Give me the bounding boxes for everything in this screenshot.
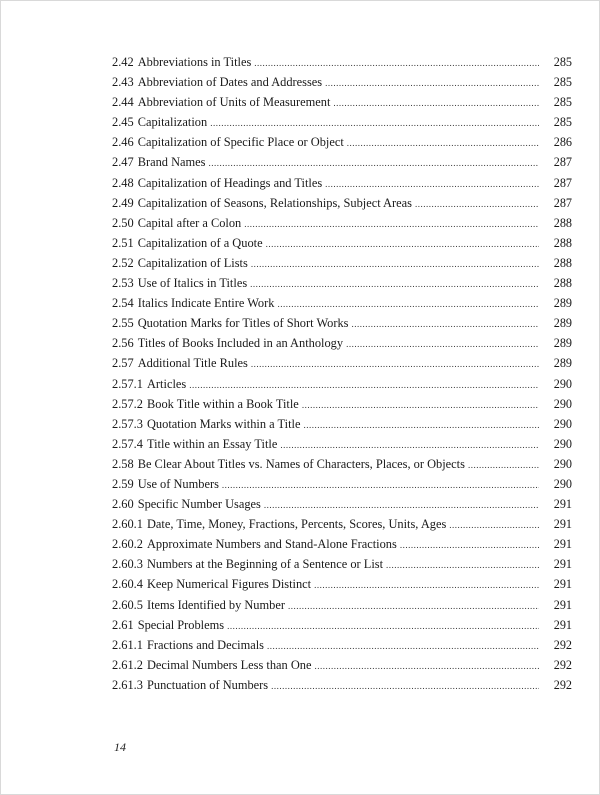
toc-entry bbox=[112, 253, 572, 273]
toc-entry-title bbox=[112, 474, 219, 494]
toc-page-number: 287 bbox=[553, 175, 572, 190]
toc-dot-leader bbox=[314, 575, 539, 595]
toc-page-number: 289 bbox=[553, 356, 572, 371]
toc-section-title: Date, Time, Money, Fractions, Percents, Scores, Units, Ages bbox=[146, 517, 447, 532]
toc-entry-title bbox=[112, 574, 311, 594]
toc-dot-leader bbox=[325, 174, 539, 194]
toc-section-number: 2.60 bbox=[112, 497, 134, 512]
toc-section-title: Fractions and Decimals bbox=[146, 637, 264, 652]
toc-section-number: 2.47 bbox=[112, 155, 134, 170]
toc-section-number: 2.56 bbox=[112, 336, 134, 351]
toc-section-number: 2.54 bbox=[112, 296, 134, 311]
toc-dot-leader bbox=[210, 113, 539, 133]
toc-page-number: 286 bbox=[553, 135, 572, 150]
toc-section-title: Use of Numbers bbox=[137, 476, 219, 491]
toc-entry bbox=[112, 595, 572, 615]
toc-dot-leader bbox=[333, 93, 539, 113]
toc-entry-title bbox=[112, 675, 268, 695]
toc-section-number: 2.50 bbox=[112, 215, 134, 230]
toc-section-title: Book Title within a Book Title bbox=[146, 396, 299, 411]
toc-section-number: 2.60.4 bbox=[112, 577, 143, 592]
toc-entry bbox=[112, 173, 572, 193]
toc-page-number: 292 bbox=[553, 657, 572, 672]
toc-section-title: Keep Numerical Figures Distinct bbox=[146, 577, 312, 592]
toc-section-title: Items Identified by Number bbox=[146, 597, 285, 612]
toc-entry-title bbox=[112, 655, 311, 675]
toc-section-number: 2.55 bbox=[112, 316, 134, 331]
toc-entry bbox=[112, 454, 572, 474]
toc-section-number: 2.51 bbox=[112, 235, 134, 250]
toc-entry-title bbox=[112, 132, 344, 152]
toc-entry bbox=[112, 494, 572, 514]
toc-section-title: Capital after a Colon bbox=[137, 215, 242, 230]
toc-entry bbox=[112, 414, 572, 434]
toc-entry bbox=[112, 193, 572, 213]
toc-section-number: 2.44 bbox=[112, 95, 134, 110]
toc-entry bbox=[112, 434, 572, 454]
toc-entry-title bbox=[112, 313, 348, 333]
toc-section-number: 2.43 bbox=[112, 75, 134, 90]
toc-dot-leader bbox=[266, 234, 539, 254]
toc-section-number: 2.60.3 bbox=[112, 557, 143, 572]
toc-entry bbox=[112, 635, 572, 655]
toc-dot-leader bbox=[449, 515, 539, 535]
toc-page-number: 289 bbox=[553, 316, 572, 331]
toc-entry-title bbox=[112, 333, 343, 353]
toc-section-number: 2.59 bbox=[112, 476, 134, 491]
toc-page-number: 292 bbox=[553, 637, 572, 652]
toc-section-number: 2.58 bbox=[112, 456, 134, 471]
toc-page-number: 291 bbox=[553, 517, 572, 532]
toc-section-title: Capitalization bbox=[137, 115, 208, 130]
toc-section-number: 2.45 bbox=[112, 115, 134, 130]
toc-section-title: Capitalization of a Quote bbox=[137, 235, 263, 250]
toc-section-number: 2.57 bbox=[112, 356, 134, 371]
toc-dot-leader bbox=[267, 636, 539, 656]
toc-page-number: 288 bbox=[553, 235, 572, 250]
toc-entry-title bbox=[112, 454, 465, 474]
toc-page-number: 290 bbox=[553, 416, 572, 431]
toc-entry-title bbox=[112, 213, 241, 233]
toc-section-title: Abbreviations in Titles bbox=[137, 55, 252, 69]
toc-dot-leader bbox=[277, 294, 539, 314]
toc-dot-leader bbox=[189, 375, 539, 395]
toc-section-title: Capitalization of Seasons, Relationships, Subject Areas bbox=[137, 195, 412, 210]
toc-section-number: 2.57.1 bbox=[112, 376, 143, 391]
toc-entry-title bbox=[112, 293, 274, 313]
toc-section-number: 2.42 bbox=[112, 55, 134, 69]
toc-section-title: Be Clear About Titles vs. Names of Characters, Places, or Objects bbox=[137, 456, 465, 471]
toc-page-number: 288 bbox=[553, 276, 572, 291]
toc-page-number: 290 bbox=[553, 476, 572, 491]
toc-dot-leader bbox=[222, 475, 539, 495]
toc-entry-title bbox=[112, 273, 247, 293]
toc-page-number: 289 bbox=[553, 336, 572, 351]
toc-section-title: Use of Italics in Titles bbox=[137, 276, 248, 291]
toc-dot-leader bbox=[280, 435, 539, 455]
toc-section-number: 2.46 bbox=[112, 135, 134, 150]
toc-section-title: Quotation Marks for Titles of Short Works bbox=[137, 316, 349, 331]
toc-page-number: 290 bbox=[553, 436, 572, 451]
toc-entry-title bbox=[112, 112, 207, 132]
toc-section-title: Capitalization of Specific Place or Object bbox=[137, 135, 344, 150]
toc-section-number: 2.57.3 bbox=[112, 416, 143, 431]
toc-entry bbox=[112, 313, 572, 333]
toc-dot-leader bbox=[314, 656, 539, 676]
toc-page-number: 287 bbox=[553, 195, 572, 210]
toc-entry-title bbox=[112, 253, 248, 273]
toc-entry-title bbox=[112, 173, 322, 193]
toc-section-number: 2.52 bbox=[112, 255, 134, 270]
page-number: 14 bbox=[114, 740, 126, 754]
toc-dot-leader bbox=[346, 334, 539, 354]
toc-dot-leader bbox=[415, 194, 539, 214]
toc-entry bbox=[112, 52, 572, 72]
toc-section-title: Approximate Numbers and Stand-Alone Fractions bbox=[146, 537, 397, 552]
toc-dot-leader bbox=[302, 395, 539, 415]
toc-section-title: Numbers at the Beginning of a Sentence or List bbox=[146, 557, 384, 572]
toc-entry bbox=[112, 333, 572, 353]
toc-page-number: 292 bbox=[553, 677, 572, 692]
toc-entry-title bbox=[112, 394, 299, 414]
toc-entry bbox=[112, 374, 572, 394]
toc-dot-leader bbox=[251, 354, 539, 374]
toc-section-title: Quotation Marks within a Title bbox=[146, 416, 301, 431]
toc-dot-leader bbox=[468, 455, 539, 475]
toc-entry-title bbox=[112, 353, 248, 373]
toc-section-title: Titles of Books Included in an Anthology bbox=[137, 336, 344, 351]
toc-dot-leader bbox=[251, 254, 539, 274]
toc-section-title: Articles bbox=[146, 376, 187, 391]
toc-section-title: Punctuation of Numbers bbox=[146, 677, 269, 692]
toc-section-title: Italics Indicate Entire Work bbox=[137, 296, 275, 311]
toc-page-number: 290 bbox=[553, 396, 572, 411]
toc-section-number: 2.60.5 bbox=[112, 597, 143, 612]
toc-entry bbox=[112, 213, 572, 233]
toc-entry-title bbox=[112, 635, 264, 655]
toc-entry-title bbox=[112, 374, 186, 394]
toc-dot-leader bbox=[304, 415, 540, 435]
toc-section-number: 2.61.1 bbox=[112, 637, 143, 652]
toc-page-number: 285 bbox=[553, 75, 572, 90]
toc-entry-title bbox=[112, 494, 261, 514]
toc-section-title: Abbreviation of Units of Measurement bbox=[137, 95, 331, 110]
toc-dot-leader bbox=[208, 153, 539, 173]
toc-entry bbox=[112, 615, 572, 635]
toc-entry bbox=[112, 132, 572, 152]
toc-entry bbox=[112, 394, 572, 414]
toc-entry bbox=[112, 72, 572, 92]
toc-dot-leader bbox=[400, 535, 539, 555]
toc-entry bbox=[112, 534, 572, 554]
toc-dot-leader bbox=[264, 495, 539, 515]
toc-dot-leader bbox=[288, 596, 539, 616]
toc-page-number: 289 bbox=[553, 296, 572, 311]
toc-dot-leader bbox=[351, 314, 539, 334]
toc-section-number: 2.49 bbox=[112, 195, 134, 210]
toc-page-number: 288 bbox=[553, 215, 572, 230]
toc-dot-leader bbox=[227, 616, 539, 636]
toc-section-title: Title within an Essay Title bbox=[146, 436, 278, 451]
toc-entry-title bbox=[112, 233, 263, 253]
toc-page-number: 291 bbox=[553, 537, 572, 552]
toc-entry-title bbox=[112, 152, 205, 172]
toc-section-number: 2.53 bbox=[112, 276, 134, 291]
toc-dot-leader bbox=[244, 214, 539, 234]
toc-section-title: Capitalization of Headings and Titles bbox=[137, 175, 323, 190]
toc-page-number: 291 bbox=[553, 497, 572, 512]
toc-page-number: 285 bbox=[553, 115, 572, 130]
toc-page-number: 285 bbox=[553, 95, 572, 110]
toc-section-number: 2.61 bbox=[112, 617, 134, 632]
toc-page-number: 291 bbox=[553, 557, 572, 572]
toc-entry bbox=[112, 574, 572, 594]
toc-entry-title bbox=[112, 414, 301, 434]
toc-section-title: Specific Number Usages bbox=[137, 497, 261, 512]
toc-entry bbox=[112, 233, 572, 253]
toc-section-number: 2.61.2 bbox=[112, 657, 143, 672]
toc-section-title: Abbreviation of Dates and Addresses bbox=[137, 75, 323, 90]
toc-entry-title bbox=[112, 534, 397, 554]
table-of-contents bbox=[112, 52, 572, 695]
toc-section-title: Capitalization of Lists bbox=[137, 255, 248, 270]
toc-entry bbox=[112, 152, 572, 172]
toc-dot-leader bbox=[250, 274, 539, 294]
toc-section-number: 2.61.3 bbox=[112, 677, 143, 692]
toc-dot-leader bbox=[254, 53, 539, 73]
toc-section-title: Special Problems bbox=[137, 617, 225, 632]
toc-page-number: 290 bbox=[553, 376, 572, 391]
toc-entry-title bbox=[112, 595, 285, 615]
toc-page-number: 291 bbox=[553, 617, 572, 632]
toc-entry-title bbox=[112, 434, 277, 454]
toc-entry-title bbox=[112, 615, 224, 635]
toc-entry-title bbox=[112, 193, 412, 213]
toc-entry-title bbox=[112, 92, 330, 112]
toc-entry bbox=[112, 655, 572, 675]
toc-section-number: 2.57.2 bbox=[112, 396, 143, 411]
toc-section-number: 2.48 bbox=[112, 175, 134, 190]
toc-page-number: 290 bbox=[553, 456, 572, 471]
toc-section-title: Decimal Numbers Less than One bbox=[146, 657, 312, 672]
toc-entry bbox=[112, 514, 572, 534]
toc-section-title: Brand Names bbox=[137, 155, 206, 170]
toc-entry bbox=[112, 675, 572, 695]
toc-entry bbox=[112, 273, 572, 293]
toc-page-number: 287 bbox=[553, 155, 572, 170]
toc-section-number: 2.60.2 bbox=[112, 537, 143, 552]
toc-section-number: 2.57.4 bbox=[112, 436, 143, 451]
toc-entry-title bbox=[112, 52, 251, 72]
toc-dot-leader bbox=[271, 676, 539, 696]
toc-entry-title bbox=[112, 554, 383, 574]
toc-entry bbox=[112, 293, 572, 313]
toc-page-number: 291 bbox=[553, 577, 572, 592]
toc-entry bbox=[112, 112, 572, 132]
toc-dot-leader bbox=[347, 133, 539, 153]
toc-entry-title bbox=[112, 72, 322, 92]
toc-section-number: 2.60.1 bbox=[112, 517, 143, 532]
toc-page-number: 285 bbox=[553, 55, 572, 69]
toc-page-number: 291 bbox=[553, 597, 572, 612]
toc-page-number: 288 bbox=[553, 255, 572, 270]
toc-entry bbox=[112, 353, 572, 373]
toc-entry bbox=[112, 554, 572, 574]
toc-dot-leader bbox=[325, 73, 539, 93]
toc-dot-leader bbox=[386, 555, 539, 575]
toc-entry-title bbox=[112, 514, 446, 534]
toc-entry bbox=[112, 474, 572, 494]
toc-entry bbox=[112, 92, 572, 112]
toc-section-title: Additional Title Rules bbox=[137, 356, 248, 371]
